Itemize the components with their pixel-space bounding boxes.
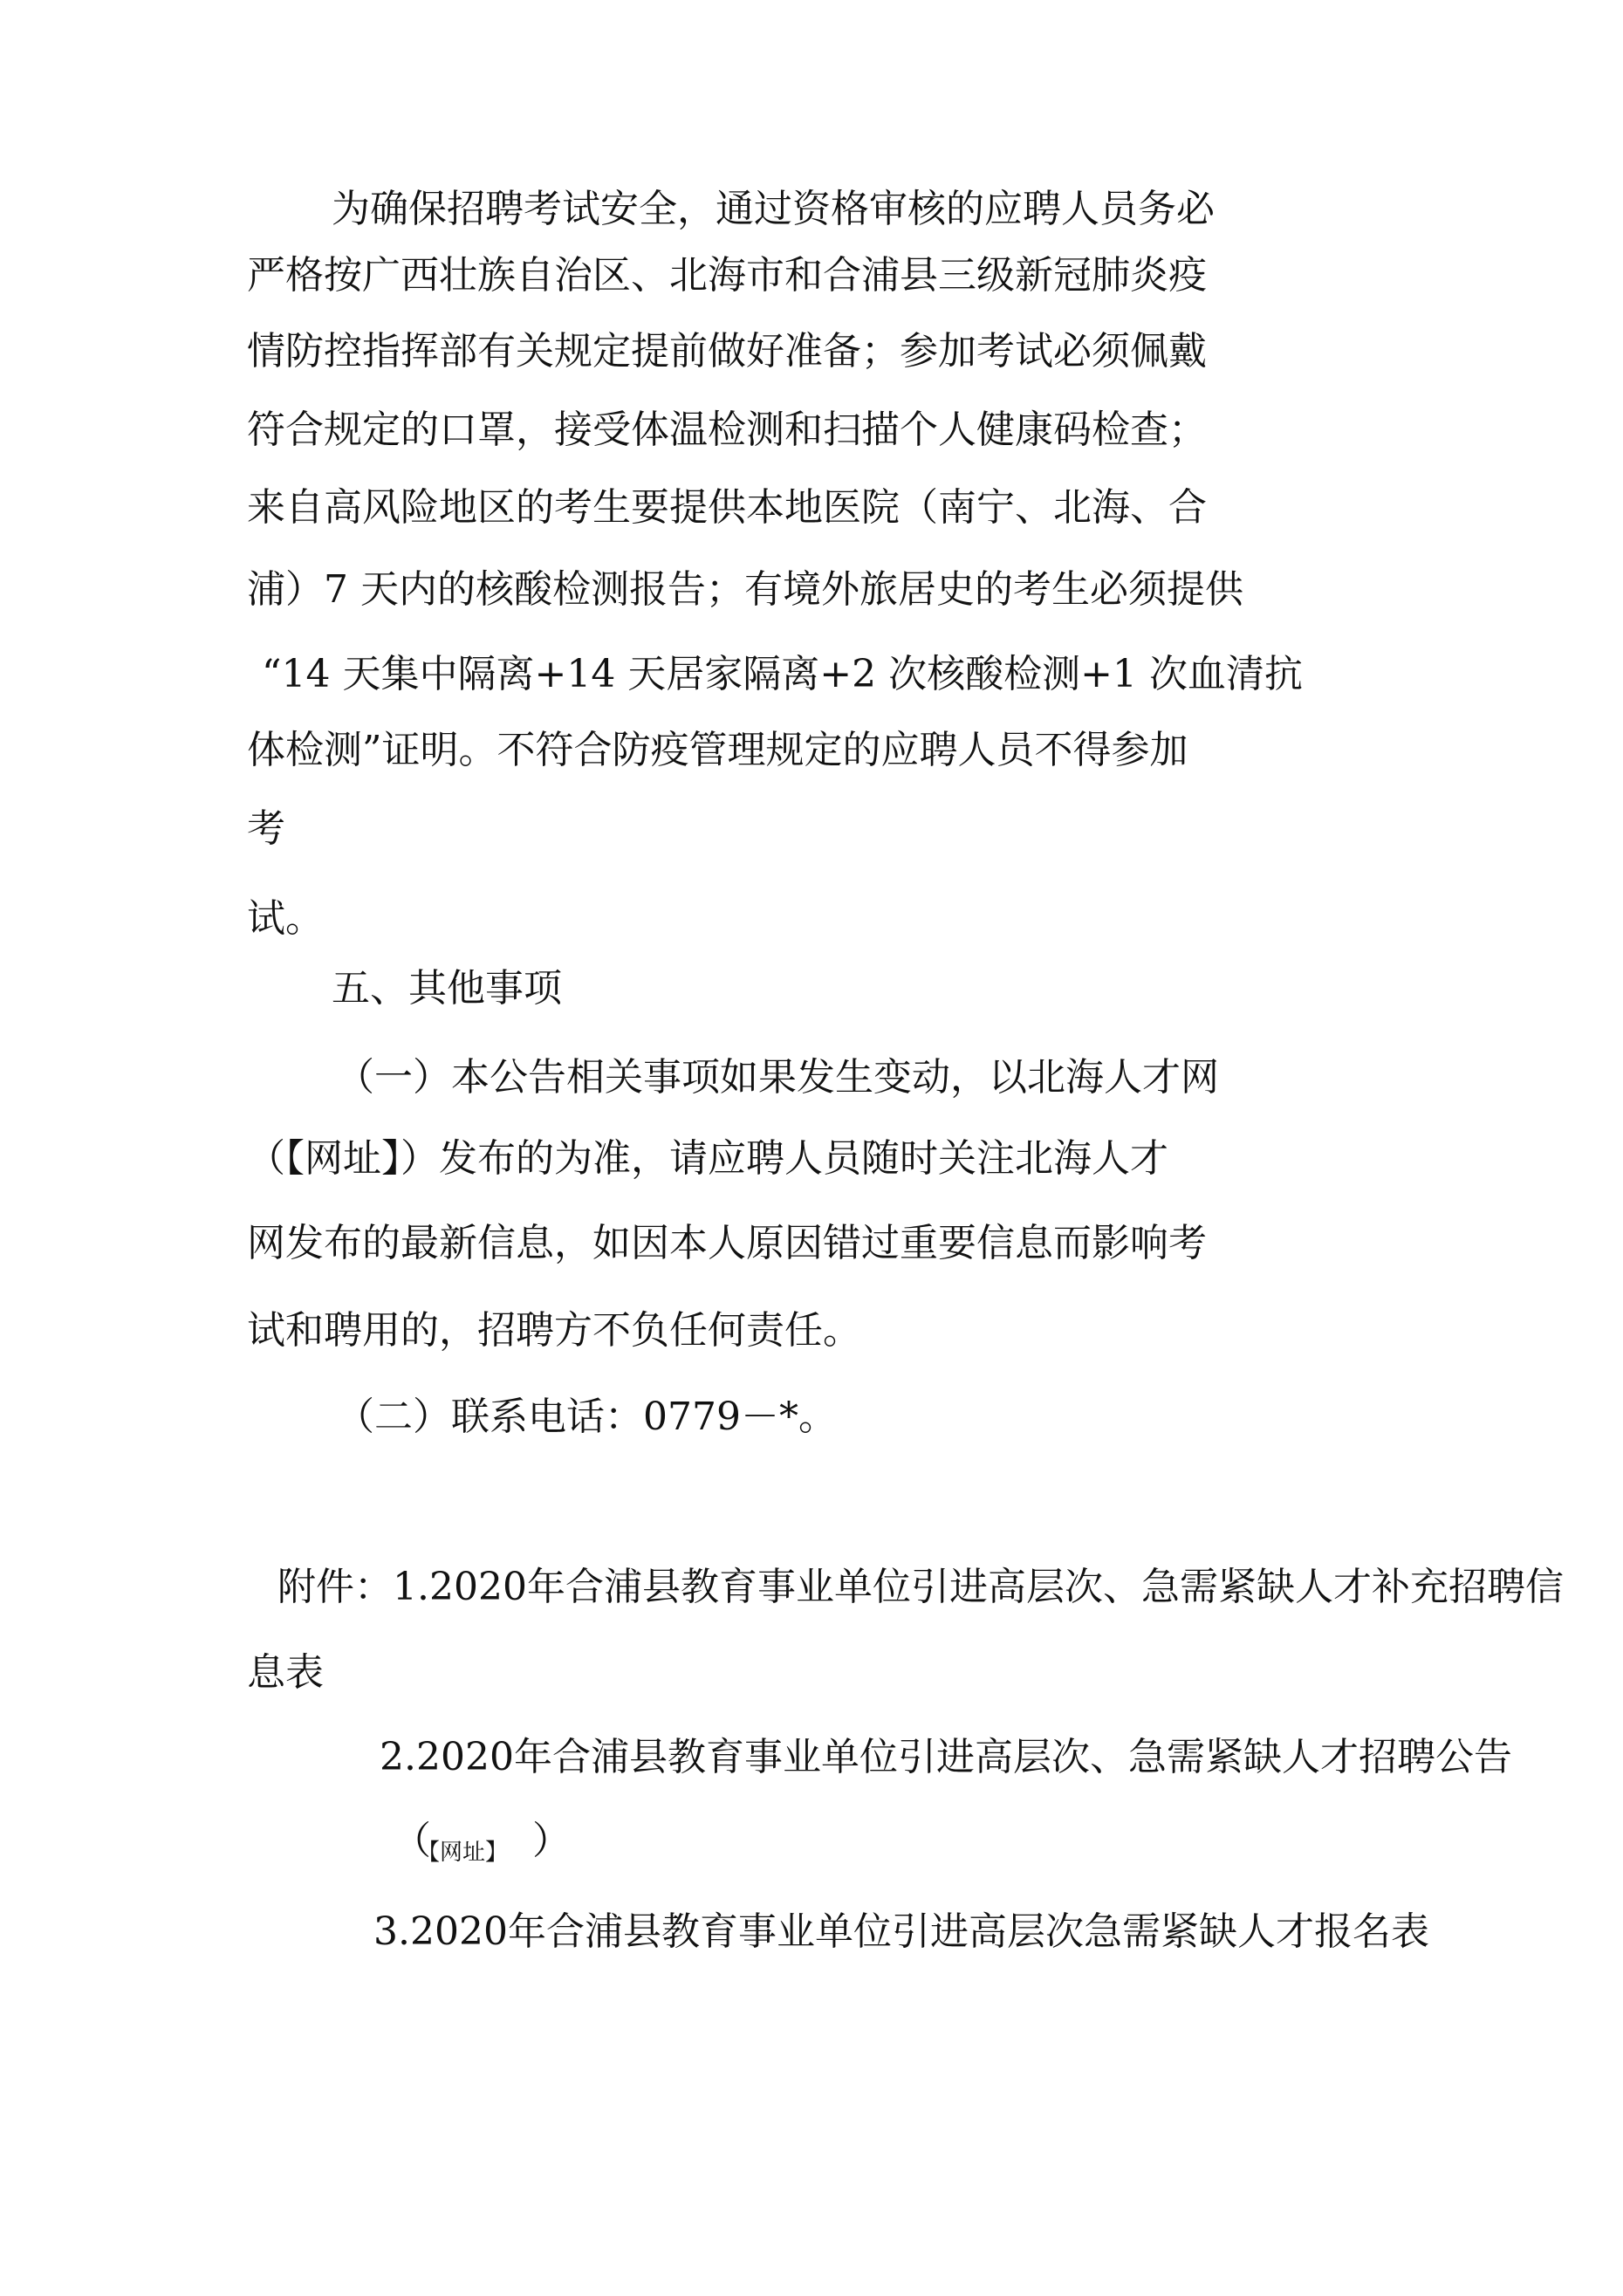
paragraph-line: 体检测”证明。不符合防疫管理规定的应聘人员不得参加 <box>247 728 1188 772</box>
item-line: （【网址】）发布的为准，请应聘人员随时关注北海人才 <box>247 1136 1168 1181</box>
attachment-url: 【网址】 <box>417 1840 509 1866</box>
paragraph-line: 试。 <box>247 896 324 941</box>
attachment-item: 3.2020年合浦县教育事业单位引进高层次急需紧缺人才报名表 <box>373 1909 1429 1954</box>
paragraph-line: 考 <box>247 806 285 851</box>
paragraph-line: 情防控指挥部有关规定提前做好准备；参加考试必须佩戴 <box>247 329 1207 374</box>
contact-phone: （二）联系电话：0779－*。 <box>336 1395 837 1439</box>
section-heading: 五、其他事项 <box>332 966 562 1011</box>
item-line: 网发布的最新信息，如因本人原因错过重要信息而影响考 <box>247 1221 1207 1265</box>
paragraph-line: 浦）7 天内的核酸检测报告；有境外旅居史的考生必须提供 <box>247 567 1243 612</box>
paragraph-line: 为确保招聘考试安全，通过资格审核的应聘人员务必 <box>332 187 1215 231</box>
paragraph-line: “14 天集中隔离+14 天居家隔离+2 次核酸检测+1 次血清抗 <box>262 652 1304 696</box>
attachment-url-close: ） <box>532 1819 571 1863</box>
attachment-item: 附件：1.2020年合浦县教育事业单位引进高层次、急需紧缺人才补充招聘信 <box>277 1565 1564 1609</box>
item-line: （一）本公告相关事项如果发生变动，以北海人才网 <box>336 1055 1219 1100</box>
attachment-url-open: （ <box>393 1819 431 1863</box>
item-line: 试和聘用的，招聘方不负任何责任。 <box>247 1308 861 1353</box>
paragraph-line: 严格按广西壮族自治区、北海市和合浦县三级新冠肺炎疫 <box>247 253 1207 298</box>
attachment-item: 息表 <box>247 1650 324 1695</box>
paragraph-line: 来自高风险地区的考生要提供本地医院（南宁、北海、合 <box>247 485 1207 530</box>
attachment-item: 2.2020年合浦县教育事业单位引进高层次、急需紧缺人才招聘公告 <box>380 1735 1512 1779</box>
paragraph-line: 符合规定的口罩，接受体温检测和扫描个人健康码检查； <box>247 408 1207 452</box>
